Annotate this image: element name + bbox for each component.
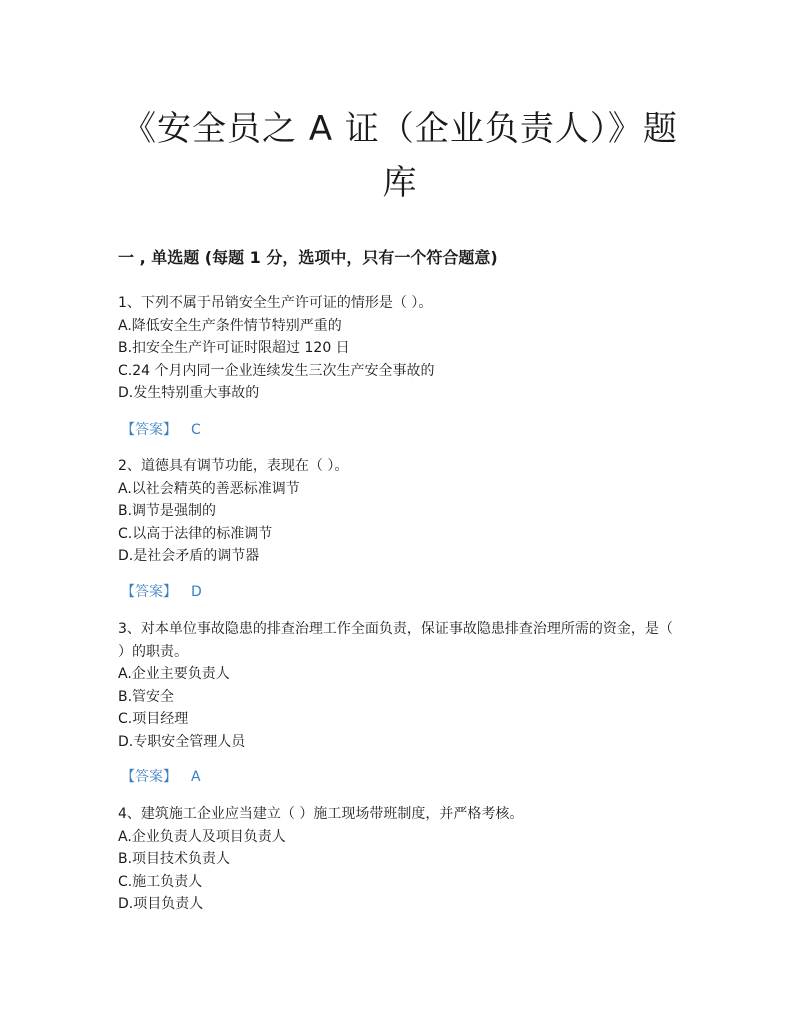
answer-label: 【答案】	[121, 584, 177, 600]
question-option-b: B.管安全	[118, 688, 175, 705]
question-option-d: D.发生特别重大事故的	[118, 385, 260, 401]
answer-value: C	[191, 422, 201, 438]
question-stem: 4、建筑施工企业应当建立（ ）施工现场带班制度，并严格考核。	[118, 806, 524, 822]
question-option-d: D.项目负责人	[118, 896, 204, 912]
question-1	[118, 292, 678, 405]
question-option-b: B.项目技术负责人	[118, 851, 231, 867]
answer-value: A	[191, 769, 201, 785]
question-stem: 1、下列不属于吊销安全生产许可证的情形是（ ）。	[118, 295, 433, 311]
question-4	[118, 803, 678, 916]
question-2	[118, 455, 678, 568]
answer-label: 【答案】	[121, 422, 177, 438]
question-option-d: D.专职安全管理人员	[118, 733, 246, 750]
question-stem: 3、对本单位事故隐患的排查治理工作全面负责，保证事故隐患排查治理所需的资金，是（ ）的职责。	[118, 621, 673, 660]
question-option-c: C.24 个月内同一企业连续发生三次生产安全事故的	[118, 362, 435, 379]
question-stem: 2、道德具有调节功能，表现在（ ）。	[118, 458, 349, 474]
question-option-c: C.施工负责人	[118, 873, 203, 890]
answer-value: D	[191, 584, 202, 600]
question-option-d: D.是社会矛盾的调节器	[118, 548, 260, 564]
question-option-c: C.以高于法律的标准调节	[118, 525, 273, 542]
answer-3	[121, 766, 201, 788]
question-option-c: C.项目经理	[118, 711, 189, 727]
question-option-b: B.调节是强制的	[118, 503, 217, 519]
question-option-a: A.企业主要负责人	[118, 666, 230, 682]
question-option-a: A.企业负责人及项目负责人	[118, 828, 286, 845]
question-option-a: A.以社会精英的善恶标准调节	[118, 480, 300, 497]
question-3	[118, 618, 678, 753]
document-title: 《安全员之 A 证（企业负责人）》题库	[122, 109, 678, 203]
question-option-b: B.扣安全生产许可证时限超过 120 日	[118, 340, 350, 356]
question-option-a: A.降低安全生产条件情节特别严重的	[118, 317, 342, 334]
answer-2	[121, 581, 202, 603]
answer-1	[121, 419, 201, 441]
section-heading: 一 , 单选题 (每题 1 分，选项中，只有一个符合题意)	[118, 248, 498, 267]
answer-label: 【答案】	[121, 769, 177, 785]
